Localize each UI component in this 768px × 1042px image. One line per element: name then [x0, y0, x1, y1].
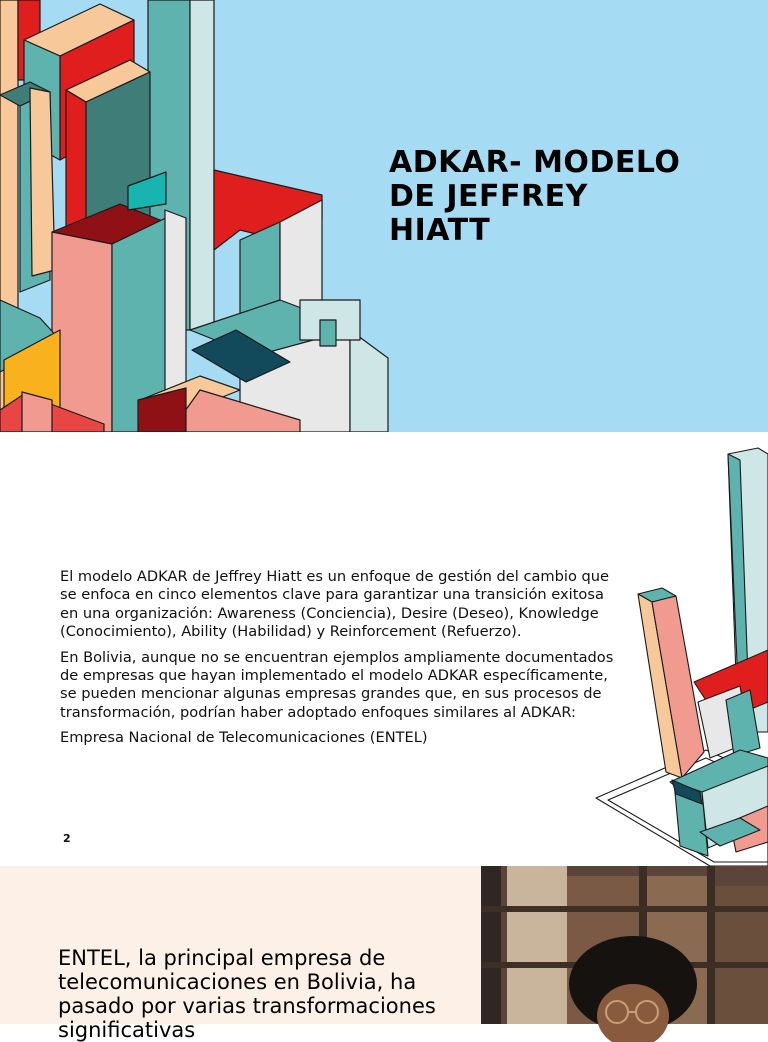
woman-photo	[481, 866, 768, 1024]
title-line-1: ADKAR- MODELO	[389, 145, 681, 180]
title-line-2: DE JEFFREY	[389, 179, 588, 214]
page-number: 2	[63, 832, 71, 845]
paragraph-adkar-definition: El modelo ADKAR de Jeffrey Hiatt es un enfoque de gestión del cambio que se enfoca en cinco elementos clave para garantizar una transición exitosa en una organización: Awareness (Conciencia), Desire (Deseo), Knowledge (Conocimiento), Ability (Habilidad) y Reinforcement (Refuerzo).	[60, 568, 610, 641]
body-text	[60, 568, 620, 755]
title-slide	[0, 0, 768, 432]
paragraph-entel: Empresa Nacional de Telecomunicaciones (ENTEL)	[60, 729, 428, 747]
entel-slide	[0, 866, 768, 1042]
content-slide	[0, 432, 768, 866]
paragraph-bolivia: En Bolivia, aunque no se encuentran ejemplos ampliamente documentados de empresas que hayan implementado el modelo ADKAR específicamente, se pueden mencionar algunas empresas grandes que, en sus procesos de transformación, podrían haber adoptado enfoques similares al ADKAR:	[60, 648, 614, 721]
entel-description: ENTEL, la principal empresa de telecomunicaciones en Bolivia, ha pasado por varias transformaciones significativas	[58, 946, 436, 1042]
isometric-buildings-illustration	[0, 0, 400, 432]
slide-title	[389, 146, 729, 248]
isometric-tower-illustration	[590, 432, 768, 866]
title-line-3: HIATT	[389, 213, 491, 248]
